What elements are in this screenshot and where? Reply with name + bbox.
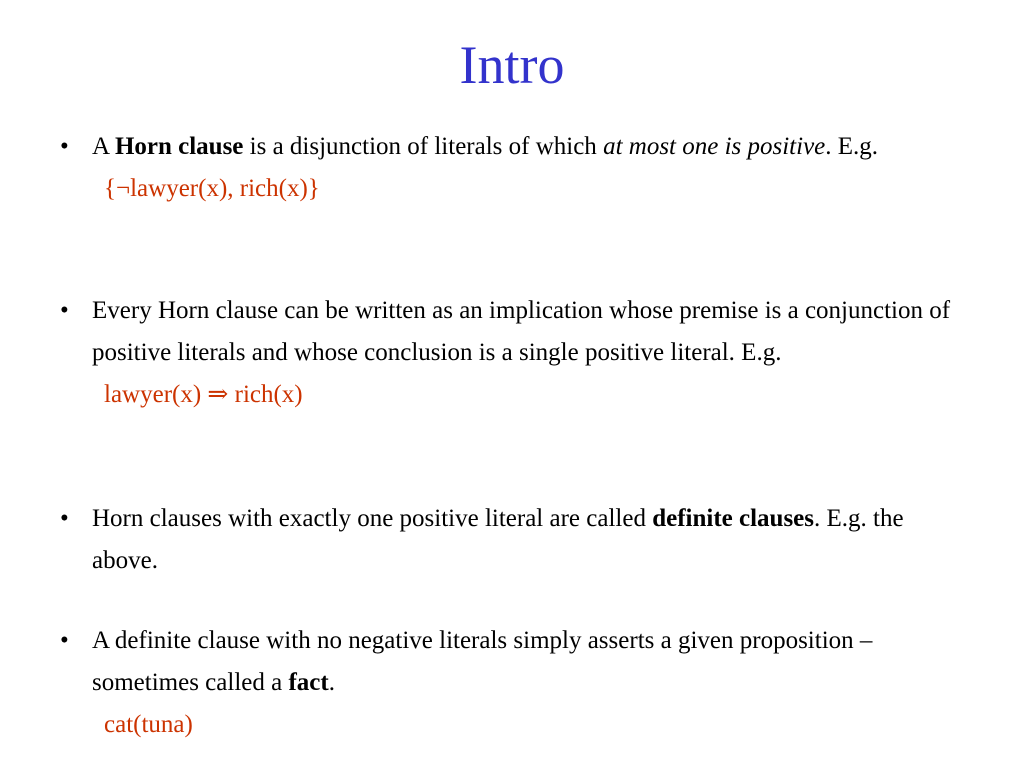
bullet-item-definite-clauses (60, 498, 960, 582)
bullet-icon: • (60, 133, 69, 160)
bullet-icon: • (60, 505, 69, 532)
text-segment: Horn clauses with exactly one positive literal are called (92, 505, 653, 532)
bullet-text (92, 620, 960, 746)
bullet-text (92, 498, 960, 582)
example-implication: lawyer(x) ⇒ rich(x) (104, 381, 303, 408)
text-segment: Every Horn clause can be written as an implication whose premise is a conjunction of positive literals and whose conclusion is a single positive literal. E.g. (92, 297, 951, 366)
bullet-item-fact (60, 620, 960, 746)
bullet-icon: • (60, 627, 69, 654)
bullet-item-implication (60, 290, 960, 416)
text-segment: . (328, 669, 335, 696)
term-horn-clause: Horn clause (114, 133, 244, 160)
text-segment: . E.g. (825, 133, 879, 160)
bullet-text (92, 290, 960, 416)
example-horn-clause: {¬lawyer(x), rich(x)} (104, 175, 320, 202)
text-segment: A definite clause with no negative literals simply asserts a given proposition – sometimes called a (92, 627, 873, 696)
term-fact: fact (288, 669, 329, 696)
bullet-item-horn-clause (60, 126, 960, 210)
text-segment: . E.g. the above. (92, 505, 904, 574)
term-definite-clauses: definite clauses (652, 505, 815, 532)
text-segment: is a disjunction of literals of which (243, 133, 604, 160)
example-fact: cat(tuna) (104, 711, 193, 738)
bullet-icon: • (60, 297, 69, 324)
bullet-text (92, 126, 960, 210)
emphasis-at-most-one-positive: at most one is positive (603, 133, 826, 160)
slide-title: Intro (459, 35, 565, 95)
text-segment: A (92, 133, 115, 160)
